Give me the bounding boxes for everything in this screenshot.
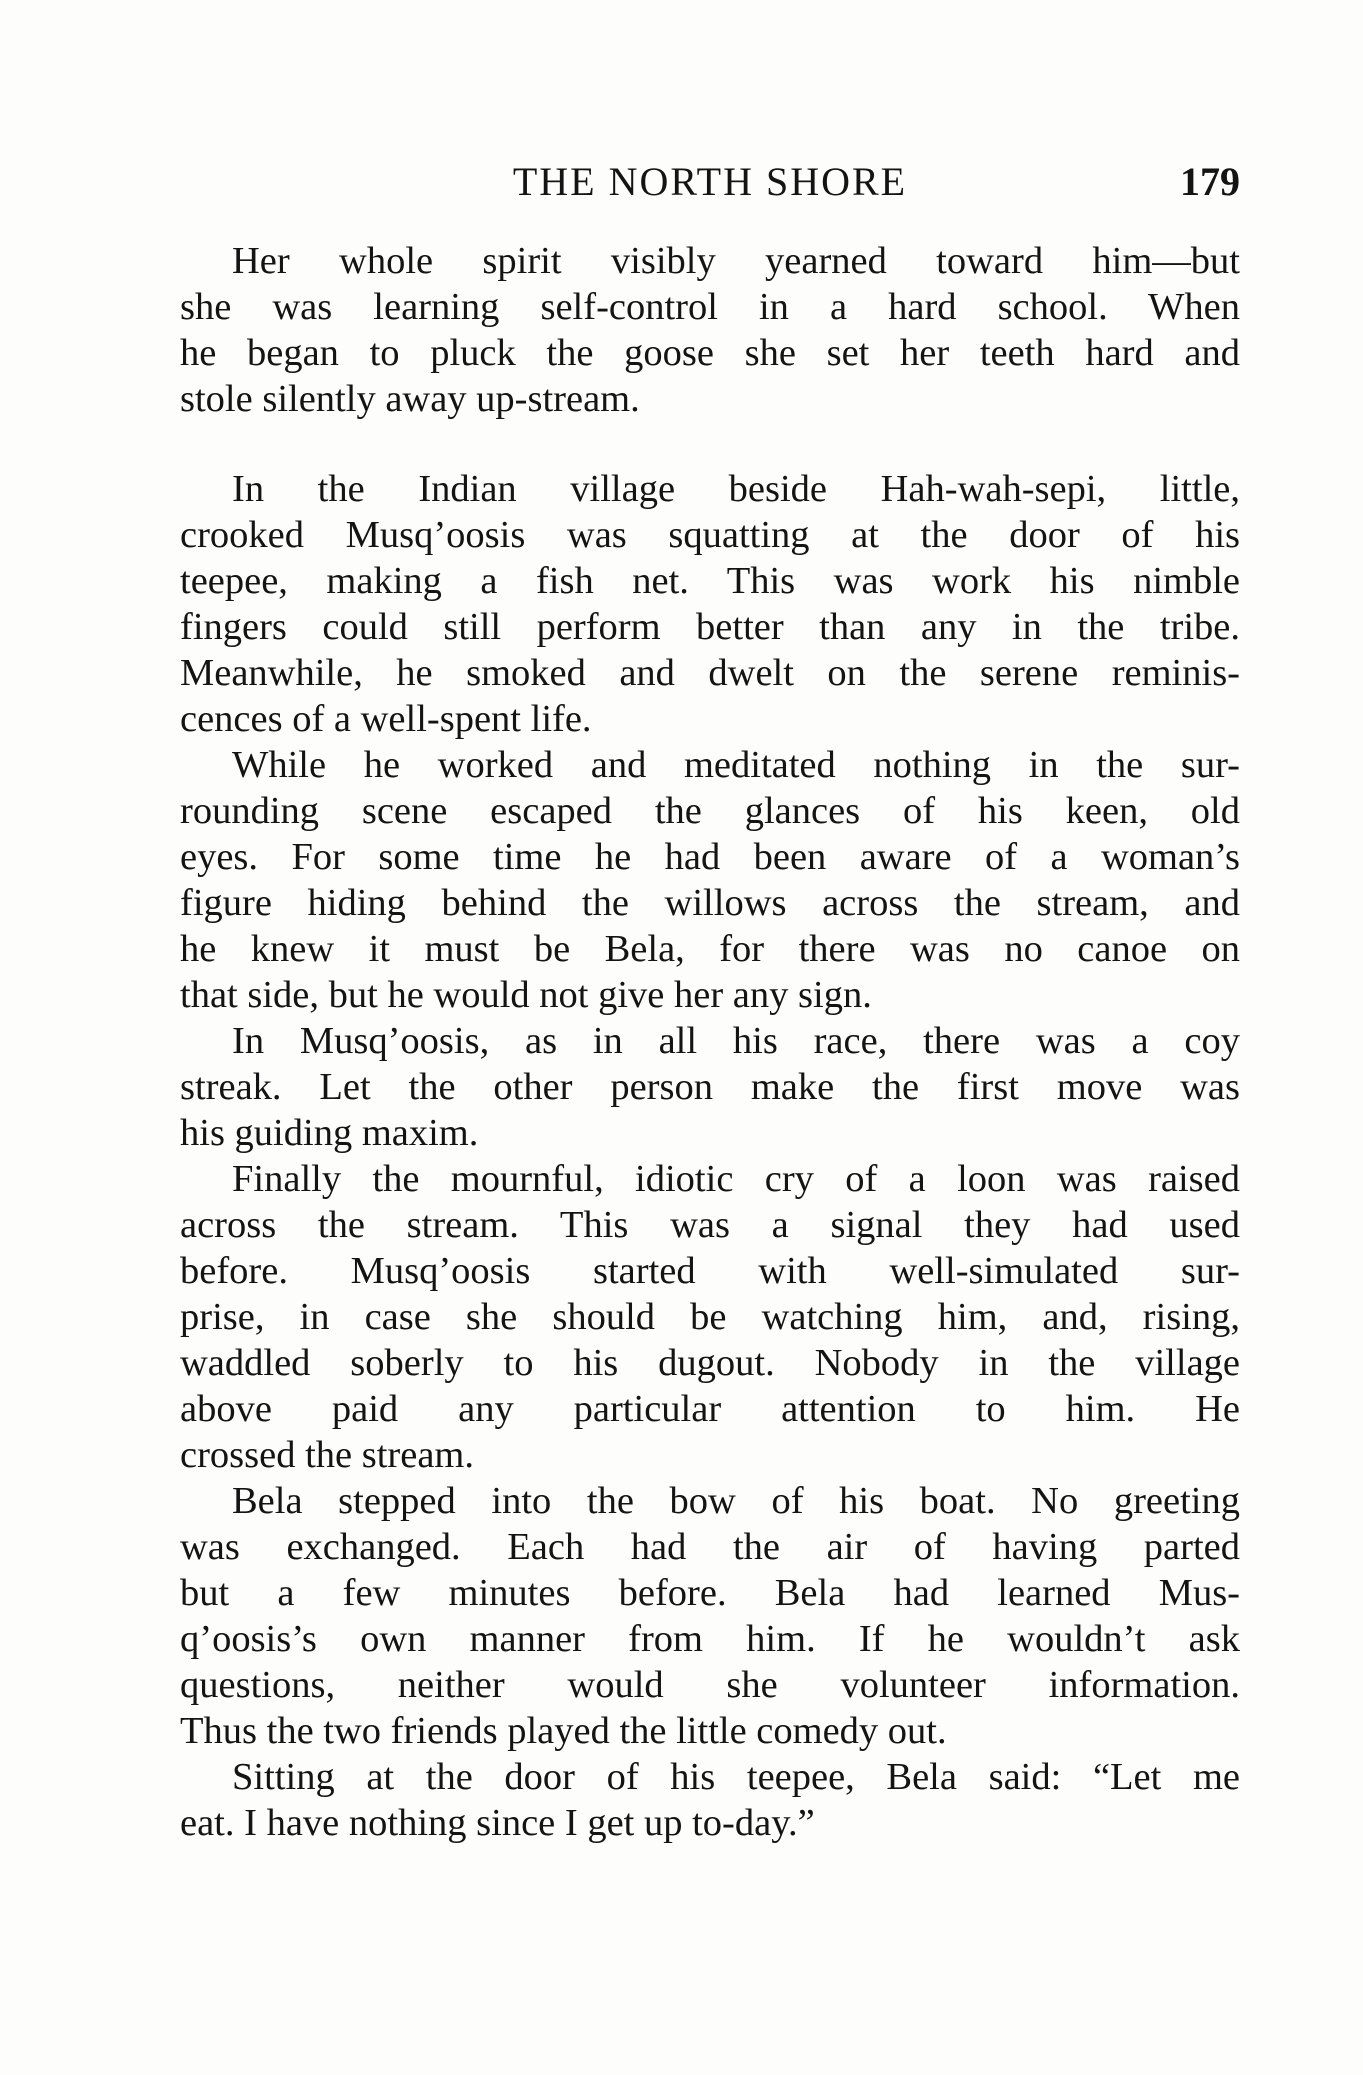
text-line: Meanwhile, he smoked and dwelt on the serene reminis- xyxy=(180,652,1240,694)
text-line: he began to pluck the goose she set her teeth hard and xyxy=(180,332,1240,374)
text-line: While he worked and meditated nothing in the sur- xyxy=(232,744,1240,786)
text-line: cences of a well-spent life. xyxy=(180,698,592,740)
text-line: streak. Let the other person make the first move was xyxy=(180,1066,1240,1108)
text-line: eyes. For some time he had been aware of a woman’s xyxy=(180,836,1240,878)
text-line: Her whole spirit visibly yearned toward him—but xyxy=(232,240,1240,282)
text-line: questions, neither would she volunteer information. xyxy=(180,1664,1240,1706)
text-line: rounding scene escaped the glances of his keen, old xyxy=(180,790,1240,832)
page-header xyxy=(180,152,1240,212)
text-line: In Musq’oosis, as in all his race, there was a coy xyxy=(232,1020,1240,1062)
text-line: prise, in case she should be watching him, and, rising, xyxy=(180,1296,1240,1338)
text-line: crossed the stream. xyxy=(180,1434,474,1476)
text-line: Sitting at the door of his teepee, Bela said: “Let me xyxy=(232,1756,1240,1798)
text-line: but a few minutes before. Bela had learned Mus- xyxy=(180,1572,1240,1614)
text-line: Thus the two friends played the little comedy out. xyxy=(180,1710,947,1752)
text-line: crooked Musq’oosis was squatting at the door of his xyxy=(180,514,1240,556)
text-line: before. Musq’oosis started with well-simulated sur- xyxy=(180,1250,1240,1292)
text-line: fingers could still perform better than any in the tribe. xyxy=(180,606,1240,648)
text-line: eat. I have nothing since I get up to-day.” xyxy=(180,1802,815,1844)
text-line: teepee, making a fish net. This was work his nimble xyxy=(180,560,1240,602)
page-number: 179 xyxy=(1180,159,1240,204)
text-line: his guiding maxim. xyxy=(180,1112,479,1154)
text-line: she was learning self-control in a hard school. When xyxy=(180,286,1240,328)
text-line: that side, but he would not give her any sign. xyxy=(180,974,872,1016)
text-line: across the stream. This was a signal they had used xyxy=(180,1204,1240,1246)
text-line: waddled soberly to his dugout. Nobody in the village xyxy=(180,1342,1240,1384)
text-line: figure hiding behind the willows across the stream, and xyxy=(180,882,1240,924)
text-line: q’oosis’s own manner from him. If he wouldn’t ask xyxy=(180,1618,1240,1660)
text-line: was exchanged. Each had the air of having parted xyxy=(180,1526,1240,1568)
text-line: In the Indian village beside Hah-wah-sepi, little, xyxy=(232,468,1240,510)
text-line: Finally the mournful, idiotic cry of a loon was raised xyxy=(232,1158,1240,1200)
section-break xyxy=(180,422,1240,466)
text-line: he knew it must be Bela, for there was no canoe on xyxy=(180,928,1240,970)
running-title: THE NORTH SHORE xyxy=(512,159,908,204)
text-line: Bela stepped into the bow of his boat. No greeting xyxy=(232,1480,1240,1522)
text-line: stole silently away up-stream. xyxy=(180,378,640,420)
text-line: above paid any particular attention to him. He xyxy=(180,1388,1240,1430)
body-text xyxy=(180,238,1240,1846)
